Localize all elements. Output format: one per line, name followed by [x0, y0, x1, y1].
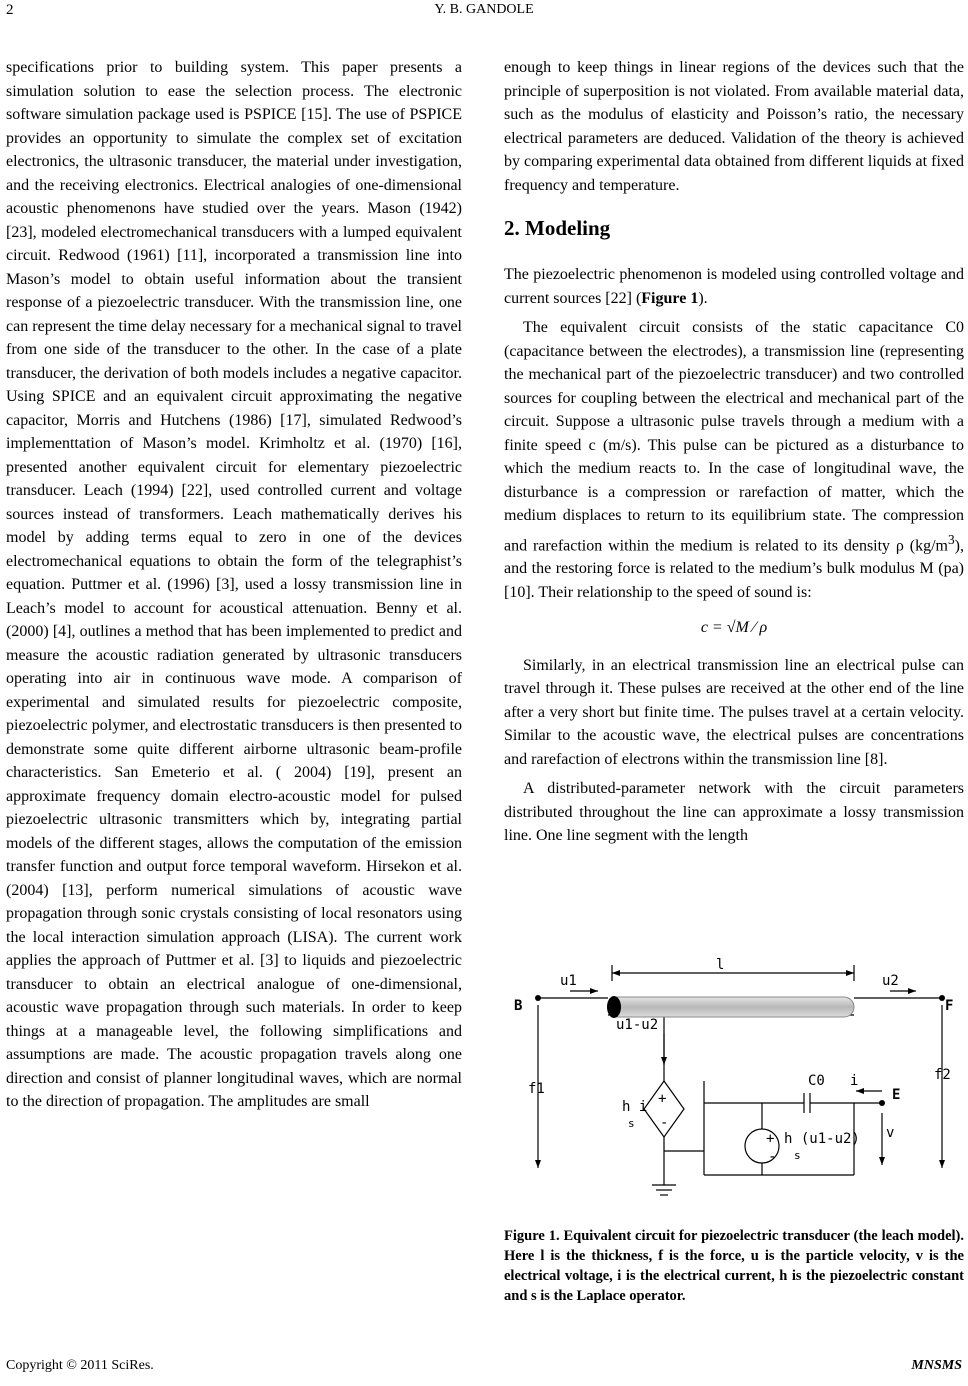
- label-thickness: l: [716, 957, 725, 973]
- figure-1: [504, 953, 964, 1213]
- body-paragraph: [504, 316, 964, 604]
- label-c0: C0: [808, 1073, 825, 1089]
- journal-name: MNSMS: [911, 1358, 962, 1373]
- body-paragraph: [504, 263, 964, 310]
- body-paragraph: enough to keep things in linear regions of the devices such that the principle of superposition is not violated. From available material data, such as the modulus of elasticity and Poisson’s ratio, the necessary electrical parameters are deduced. Validation of the theory is achieved by comparing experimental data obtained from different liquids at fixed frequency and temperature.: [504, 59, 964, 194]
- copyright: Copyright © 2011 SciRes.: [6, 1358, 154, 1373]
- label-f2: f2: [934, 1067, 951, 1083]
- label-i: i: [850, 1073, 859, 1089]
- right-column: [504, 56, 964, 848]
- paragraph-text: ).: [698, 289, 708, 307]
- label-hi: h i: [622, 1099, 648, 1115]
- transmission-line: [608, 997, 854, 1017]
- section-heading: 2. Modeling: [504, 216, 611, 240]
- label-u1: u1: [560, 973, 577, 989]
- page-number: 2: [6, 2, 14, 18]
- figure-caption: Figure 1. Equivalent circuit for piezoelectric transducer (the leach model). Here l is the thickness, f is the force, u is the particle velocity, v is the electrical voltage, i is the electrical current, h is the piezoelectric constant and s is the Laplace operator.: [504, 1228, 964, 1304]
- label-e: E: [892, 1087, 901, 1103]
- paragraph-text: The equivalent circuit consists of the static capacitance C0 (capacitance between the electrodes), a transmission line (representing the mechanical part of the piezoelectric transducer) and two controlled sources for coupling between the electrical and mechanical part of the circuit. Suppose a ultrasonic pulse travels through a medium with a finite speed c (m/s). This pulse can be pictured as a disturbance to which the medium reacts to. In the case of longitudinal wave, the disturbance is a compression or rarefaction of matter, which the medium displaces to return to its equilibrium state. The compression and rarefaction within the medium is related to its density ρ (kg/m: [504, 319, 964, 554]
- plus-sign: +: [766, 1131, 775, 1147]
- transmission-line-end: [607, 996, 621, 1018]
- label-u2: u2: [882, 973, 899, 989]
- equivalent-circuit-diagram: [504, 953, 964, 1208]
- body-paragraph: Similarly, in an electrical transmission line an electrical pulse can travel through it. These pulses are received at the other end of the line after a very short but finite time. The pulses travel at a certain velocity. Similar to the acoustic wave, the electrical pulses are concentrations and rarefaction of electrons within the transmission line [8].: [504, 656, 964, 768]
- paragraph-text: ), and the restoring force is related to the medium’s bulk modulus M (pa) [10]. Their relationship to the speed of sound is:: [504, 536, 964, 601]
- label-f: F: [945, 998, 954, 1014]
- label-u1-u2: u1-u2: [616, 1017, 659, 1033]
- minus-sign: -: [660, 1115, 669, 1131]
- label-b: B: [514, 998, 523, 1014]
- paragraph-text: The piezoelectric phenomenon is modeled using controlled voltage and current sources [22] (: [504, 266, 964, 307]
- body-paragraph: A distributed-parameter network with the circuit parameters distributed throughout the line can approximate a lossy transmission line. One line segment with the length: [504, 780, 964, 845]
- node-e: [879, 1100, 885, 1106]
- superscript: 3: [948, 531, 955, 547]
- label-v: v: [886, 1125, 895, 1141]
- running-head: Y. B. GANDOLE: [434, 2, 534, 17]
- node-b: [535, 995, 541, 1001]
- equation: c = √M ⁄ ρ: [700, 619, 768, 637]
- label-hu: h (u1-u2): [784, 1131, 860, 1147]
- figure-reference: Figure 1: [641, 289, 699, 307]
- label-hu-s: s: [794, 1149, 801, 1162]
- label-hi-s: s: [628, 1117, 635, 1130]
- left-column: [6, 56, 462, 1114]
- plus-sign: +: [658, 1091, 667, 1107]
- minus-sign: -: [768, 1149, 777, 1165]
- label-f1: f1: [528, 1081, 545, 1097]
- body-paragraph: specifications prior to building system. This paper presents a simulation solution to ease the selection process. The electronic software simulation package used is PSPICE [15]. The use of PSPICE provides an opportunity to simulate the complex set of excitation electronics, the ultrasonic transducer, the material under investigation, and the receiving electronics. Electrical analogies of one-dimensional acoustic phenomenons have studied over the years. Mason (1942) [23], modeled electromechanical transducers with a lumped equivalent circuit. Redwood (1961) [11], incorporated a transmission line into Mason’s model to obtain useful information about the transient response of a piezoelectric transducer. With the transmission line, one can represent the time delay necessary for a mechanical signal to travel from one side of the transducer to the other. In the case of a plate transducer, the derivation of both models includes a negative capacitor. Using SPICE and an equivalent circuit approximating the negative capacitor, Morris and Hutchens (1986) [17], simulated Redwood’s implementtation of Mason’s model. Krimholtz et al. (1970) [16], presented another equivalent circuit for elementary piezoelectric transducer. Leach (1994) [22], used controlled current and voltage sources instead of transformers. Leach mathematically derives his model by adding terms equal to zero in one of the devices electromechanical equations to obtain the form of the telegraphist’s equation. Puttmer et al. (1996) [3], used a lossy transmission line in Leach’s model to account for acoustical attenuation. Benny et al. (2000) [4], outlines a method that has been implemented to predict and measure the acoustic radiation generated by ultrasonic transducers operating into air in continuous wave mode. A comparison of experimental and simulated results for piezoelectric composite, piezoelectric polymer, and electrostatic transducers is then presented to demonstrate some quite different airborne ultrasonic beam-profile characteristics. San Emeterio et al. ( 2004) [19], present an approximate frequency domain electro-acoustic model for pulsed piezoelectric ultrasonic transmitters which by, integrating partial models of the different stages, allows the computation of the emission transfer function and output force temporal waveform. Hirsekon et al. (2004) [13], perform numerical simulations of acoustic wave propagation through sonic crystals consisting of local resonators using the local interaction simulation approach (LISA). The current work applies the approach of Puttmer et al. [3] to liquids and piezoelectric transducer to obtain an electrical analogue of one-dimensional, acoustic wave propagation through such materials. In order to keep things at a manageable level, the following simplifications and assumptions are made. The acoustic propagation travels along one direction and consist of planner longitudinal waves, which are normal to the direction of propagation. The amplitudes are small: [6, 59, 462, 1110]
